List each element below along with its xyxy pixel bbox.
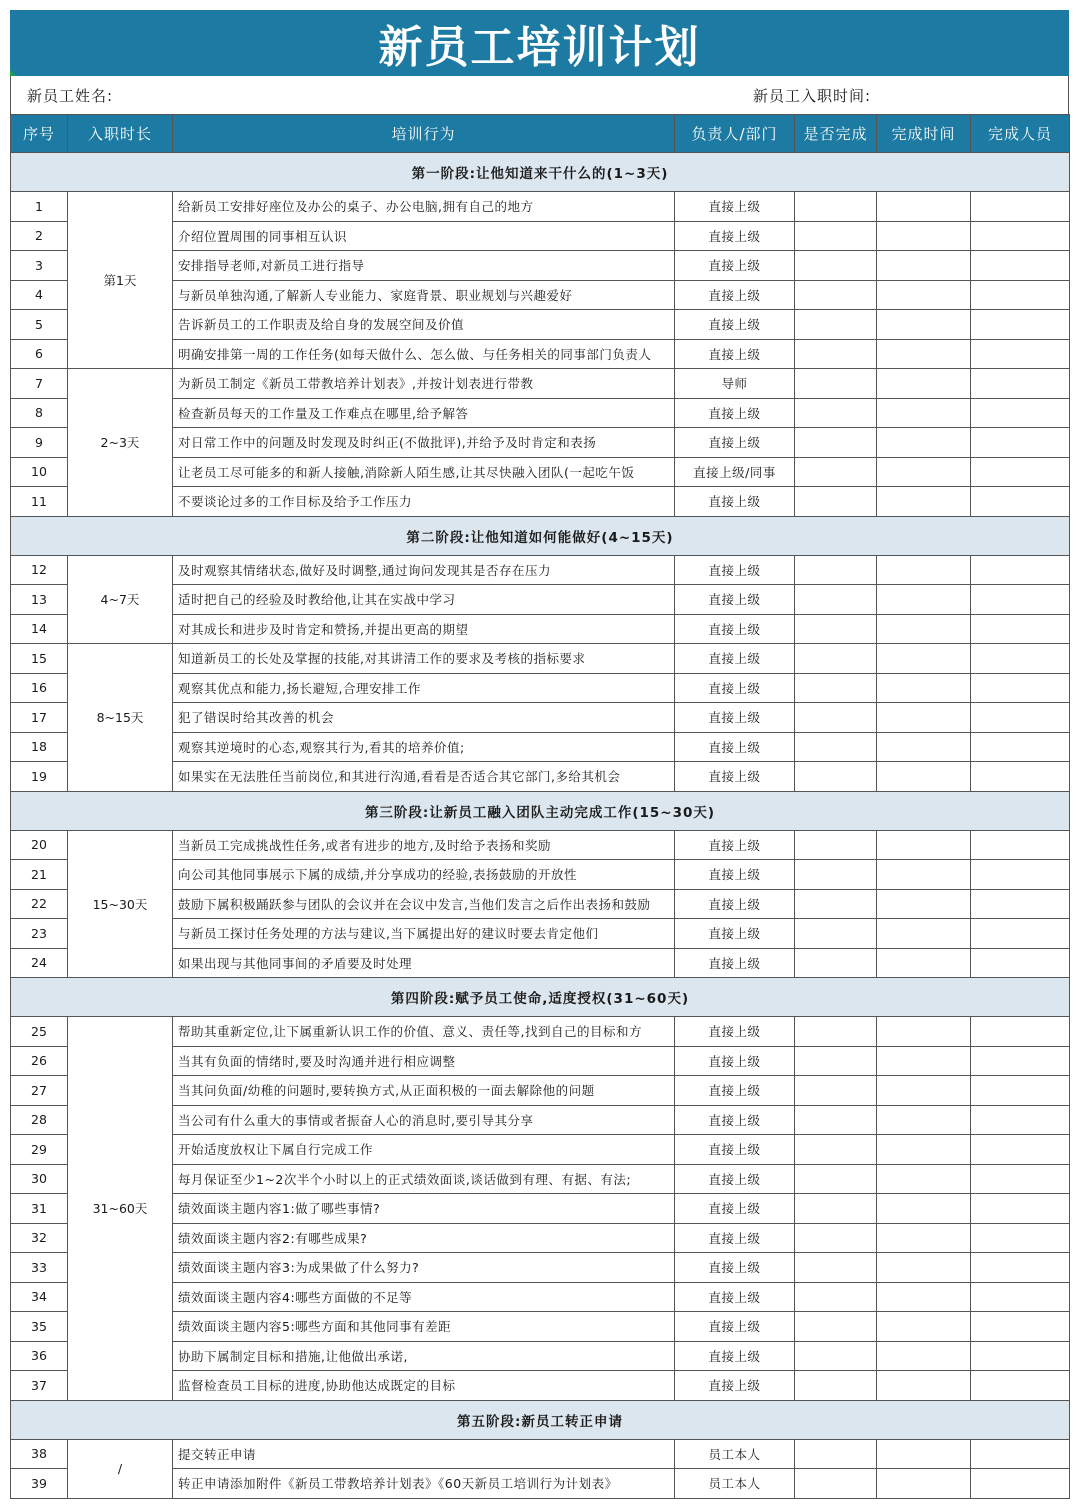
training-action: 绩效面谈主题内容1:做了哪些事情? xyxy=(173,1194,675,1224)
completed-by-cell[interactable] xyxy=(971,1194,1070,1224)
stage-title: 第五阶段:新员工转正申请 xyxy=(11,1400,1070,1439)
owner-cell: 直接上级 xyxy=(675,919,795,949)
training-action: 对其成长和进步及时肯定和赞扬,并提出更高的期望 xyxy=(173,614,675,644)
completed-by-cell[interactable] xyxy=(971,703,1070,733)
row-number: 30 xyxy=(11,1164,68,1194)
completion-time-cell[interactable] xyxy=(877,280,971,310)
row-number: 21 xyxy=(11,860,68,890)
completion-time-cell[interactable] xyxy=(877,339,971,369)
training-action: 当其有负面的情绪时,要及时沟通并进行相应调整 xyxy=(173,1046,675,1076)
training-action: 让老员工尽可能多的和新人接触,消除新人陌生感,让其尽快融入团队(一起吃午饭 xyxy=(173,457,675,487)
row-number: 4 xyxy=(11,280,68,310)
table-row xyxy=(11,192,1070,222)
training-action: 提交转正申请 xyxy=(173,1439,675,1469)
owner-cell: 直接上级 xyxy=(675,1194,795,1224)
completed-by-cell[interactable] xyxy=(971,919,1070,949)
owner-cell: 直接上级 xyxy=(675,1371,795,1401)
completed-cell[interactable] xyxy=(795,673,877,703)
row-number: 12 xyxy=(11,555,68,585)
owner-cell: 员工本人 xyxy=(675,1469,795,1499)
completion-time-cell[interactable] xyxy=(877,1312,971,1342)
completed-by-cell[interactable] xyxy=(971,830,1070,860)
completion-time-cell[interactable] xyxy=(877,428,971,458)
column-header-owner: 负责人/部门 xyxy=(675,115,795,153)
completed-by-cell[interactable] xyxy=(971,673,1070,703)
completed-cell[interactable] xyxy=(795,1282,877,1312)
completion-time-cell[interactable] xyxy=(877,1135,971,1165)
training-action: 绩效面谈主题内容5:哪些方面和其他同事有差距 xyxy=(173,1312,675,1342)
owner-cell: 直接上级 xyxy=(675,487,795,517)
completion-time-cell[interactable] xyxy=(877,1341,971,1371)
completion-time-cell[interactable] xyxy=(877,369,971,399)
completed-cell[interactable] xyxy=(795,1017,877,1047)
owner-cell: 直接上级 xyxy=(675,428,795,458)
row-number: 6 xyxy=(11,339,68,369)
completion-time-cell[interactable] xyxy=(877,889,971,919)
owner-cell: 直接上级 xyxy=(675,398,795,428)
completed-cell[interactable] xyxy=(795,703,877,733)
row-number: 14 xyxy=(11,614,68,644)
row-number: 34 xyxy=(11,1282,68,1312)
completion-time-cell[interactable] xyxy=(877,1076,971,1106)
completed-cell[interactable] xyxy=(795,830,877,860)
stage-title: 第一阶段:让他知道来干什么的(1~3天) xyxy=(11,153,1070,192)
row-number: 15 xyxy=(11,644,68,674)
row-number: 16 xyxy=(11,673,68,703)
completion-time-cell[interactable] xyxy=(877,732,971,762)
training-action: 犯了错误时给其改善的机会 xyxy=(173,703,675,733)
completed-cell[interactable] xyxy=(795,457,877,487)
owner-cell: 直接上级 xyxy=(675,1223,795,1253)
stage-title: 第四阶段:赋予员工使命,适度授权(31~60天) xyxy=(11,978,1070,1017)
completion-time-cell[interactable] xyxy=(877,1439,971,1469)
column-header-completed-by: 完成人员 xyxy=(971,115,1070,153)
training-action: 给新员工安排好座位及办公的桌子、办公电脑,拥有自己的地方 xyxy=(173,192,675,222)
completed-by-cell[interactable] xyxy=(971,192,1070,222)
completion-time-cell[interactable] xyxy=(877,310,971,340)
training-action: 绩效面谈主题内容4:哪些方面做的不足等 xyxy=(173,1282,675,1312)
completed-cell[interactable] xyxy=(795,860,877,890)
completed-cell[interactable] xyxy=(795,1439,877,1469)
row-number: 17 xyxy=(11,703,68,733)
completed-cell[interactable] xyxy=(795,1371,877,1401)
completed-cell[interactable] xyxy=(795,732,877,762)
table-row xyxy=(11,1439,1070,1469)
owner-cell: 直接上级 xyxy=(675,1341,795,1371)
owner-cell: 直接上级 xyxy=(675,860,795,890)
owner-cell: 直接上级 xyxy=(675,948,795,978)
completed-cell[interactable] xyxy=(795,762,877,792)
completion-time-cell[interactable] xyxy=(877,1253,971,1283)
training-action: 与新员工探讨任务处理的方法与建议,当下属提出好的建议时要去肯定他们 xyxy=(173,919,675,949)
training-action: 不要谈论过多的工作目标及给予工作压力 xyxy=(173,487,675,517)
completion-time-cell[interactable] xyxy=(877,673,971,703)
table-row xyxy=(11,369,1070,399)
duration-cell: 2~3天 xyxy=(68,369,173,517)
row-number: 29 xyxy=(11,1135,68,1165)
completed-cell[interactable] xyxy=(795,1194,877,1224)
completed-cell[interactable] xyxy=(795,428,877,458)
completed-cell[interactable] xyxy=(795,192,877,222)
employee-name-label[interactable]: 新员工姓名: xyxy=(27,86,114,105)
duration-cell: 8~15天 xyxy=(68,644,173,792)
row-number: 39 xyxy=(11,1469,68,1499)
owner-cell: 直接上级 xyxy=(675,310,795,340)
column-header-completion-time: 完成时间 xyxy=(877,115,971,153)
row-number: 1 xyxy=(11,192,68,222)
row-number: 28 xyxy=(11,1105,68,1135)
training-action: 开始适度放权让下属自行完成工作 xyxy=(173,1135,675,1165)
owner-cell: 员工本人 xyxy=(675,1439,795,1469)
row-number: 32 xyxy=(11,1223,68,1253)
completion-time-cell[interactable] xyxy=(877,221,971,251)
training-action: 监督检查员工目标的进度,协助他达成既定的目标 xyxy=(173,1371,675,1401)
training-action: 介绍位置周围的同事相互认识 xyxy=(173,221,675,251)
column-header-index: 序号 xyxy=(11,115,68,153)
completed-cell[interactable] xyxy=(795,644,877,674)
training-action: 检查新员每天的工作量及工作难点在哪里,给予解答 xyxy=(173,398,675,428)
completion-time-cell[interactable] xyxy=(877,830,971,860)
completed-by-cell[interactable] xyxy=(971,1341,1070,1371)
training-action: 当新员工完成挑战性任务,或者有进步的地方,及时给予表扬和奖励 xyxy=(173,830,675,860)
completion-time-cell[interactable] xyxy=(877,192,971,222)
completed-cell[interactable] xyxy=(795,1046,877,1076)
completed-by-cell[interactable] xyxy=(971,762,1070,792)
duration-cell: / xyxy=(68,1439,173,1498)
training-action: 与新员单独沟通,了解新人专业能力、家庭背景、职业规划与兴趣爱好 xyxy=(173,280,675,310)
completed-cell[interactable] xyxy=(795,487,877,517)
row-number: 24 xyxy=(11,948,68,978)
row-number: 19 xyxy=(11,762,68,792)
column-header-completed: 是否完成 xyxy=(795,115,877,153)
training-action: 帮助其重新定位,让下属重新认识工作的价值、意义、责任等,找到自己的目标和方 xyxy=(173,1017,675,1047)
row-number: 33 xyxy=(11,1253,68,1283)
completion-time-cell[interactable] xyxy=(877,585,971,615)
completed-cell[interactable] xyxy=(795,1253,877,1283)
completed-by-cell[interactable] xyxy=(971,487,1070,517)
completed-cell[interactable] xyxy=(795,614,877,644)
training-action: 向公司其他同事展示下属的成绩,并分享成功的经验,表扬鼓励的开放性 xyxy=(173,860,675,890)
row-number: 5 xyxy=(11,310,68,340)
completed-by-cell[interactable] xyxy=(971,1046,1070,1076)
owner-cell: 直接上级 xyxy=(675,1312,795,1342)
completion-time-cell[interactable] xyxy=(877,948,971,978)
completion-time-cell[interactable] xyxy=(877,487,971,517)
training-action: 对日常工作中的问题及时发现及时纠正(不做批评),并给予及时肯定和表扬 xyxy=(173,428,675,458)
completed-by-cell[interactable] xyxy=(971,1076,1070,1106)
completed-by-cell[interactable] xyxy=(971,369,1070,399)
completion-time-cell[interactable] xyxy=(877,1164,971,1194)
row-number: 2 xyxy=(11,221,68,251)
completion-time-cell[interactable] xyxy=(877,1194,971,1224)
table-row xyxy=(11,1017,1070,1047)
completed-cell[interactable] xyxy=(795,948,877,978)
completion-time-cell[interactable] xyxy=(877,1046,971,1076)
completed-by-cell[interactable] xyxy=(971,585,1070,615)
completed-by-cell[interactable] xyxy=(971,1312,1070,1342)
row-number: 23 xyxy=(11,919,68,949)
completed-cell[interactable] xyxy=(795,339,877,369)
completed-cell[interactable] xyxy=(795,1135,877,1165)
column-header-action: 培训行为 xyxy=(173,115,675,153)
completed-cell[interactable] xyxy=(795,1164,877,1194)
completion-time-cell[interactable] xyxy=(877,644,971,674)
owner-cell: 直接上级/同事 xyxy=(675,457,795,487)
duration-cell: 15~30天 xyxy=(68,830,173,978)
training-action: 为新员工制定《新员工带教培养计划表》,并按计划表进行带教 xyxy=(173,369,675,399)
completed-by-cell[interactable] xyxy=(971,1253,1070,1283)
owner-cell: 直接上级 xyxy=(675,1076,795,1106)
completed-cell[interactable] xyxy=(795,1312,877,1342)
training-action: 如果实在无法胜任当前岗位,和其进行沟通,看看是否适合其它部门,多给其机会 xyxy=(173,762,675,792)
completed-cell[interactable] xyxy=(795,555,877,585)
completed-cell[interactable] xyxy=(795,1469,877,1499)
completed-cell[interactable] xyxy=(795,1105,877,1135)
completed-by-cell[interactable] xyxy=(971,1164,1070,1194)
completion-time-cell[interactable] xyxy=(877,1469,971,1499)
row-number: 20 xyxy=(11,830,68,860)
training-action: 协助下属制定目标和措施,让他做出承诺, xyxy=(173,1341,675,1371)
cell-marker-icon xyxy=(10,70,16,76)
header-row xyxy=(11,115,1070,153)
completed-by-cell[interactable] xyxy=(971,555,1070,585)
owner-cell: 直接上级 xyxy=(675,1135,795,1165)
completed-by-cell[interactable] xyxy=(971,1469,1070,1499)
table-row xyxy=(11,830,1070,860)
completed-by-cell[interactable] xyxy=(971,1371,1070,1401)
owner-cell: 直接上级 xyxy=(675,1164,795,1194)
completed-by-cell[interactable] xyxy=(971,1223,1070,1253)
completed-cell[interactable] xyxy=(795,221,877,251)
completion-time-cell[interactable] xyxy=(877,398,971,428)
completed-cell[interactable] xyxy=(795,889,877,919)
owner-cell: 直接上级 xyxy=(675,555,795,585)
completed-by-cell[interactable] xyxy=(971,398,1070,428)
completion-time-cell[interactable] xyxy=(877,1371,971,1401)
employee-start-date-label[interactable]: 新员工入职时间: xyxy=(753,86,872,105)
completed-cell[interactable] xyxy=(795,369,877,399)
completion-time-cell[interactable] xyxy=(877,457,971,487)
completed-cell[interactable] xyxy=(795,919,877,949)
stage-row xyxy=(11,516,1070,555)
stage-row xyxy=(11,1400,1070,1439)
stage-title: 第三阶段:让新员工融入团队主动完成工作(15~30天) xyxy=(11,791,1070,830)
completed-cell[interactable] xyxy=(795,310,877,340)
duration-cell: 4~7天 xyxy=(68,555,173,644)
completed-cell[interactable] xyxy=(795,280,877,310)
owner-cell: 直接上级 xyxy=(675,762,795,792)
completed-by-cell[interactable] xyxy=(971,457,1070,487)
owner-cell: 直接上级 xyxy=(675,889,795,919)
page-title: 新员工培训计划 xyxy=(378,22,701,73)
completed-by-cell[interactable] xyxy=(971,280,1070,310)
owner-cell: 导师 xyxy=(675,369,795,399)
completed-by-cell[interactable] xyxy=(971,1439,1070,1469)
completed-cell[interactable] xyxy=(795,1076,877,1106)
row-number: 18 xyxy=(11,732,68,762)
stage-row xyxy=(11,153,1070,192)
owner-cell: 直接上级 xyxy=(675,221,795,251)
row-number: 9 xyxy=(11,428,68,458)
training-action: 观察其逆境时的心态,观察其行为,看其的培养价值; xyxy=(173,732,675,762)
completed-by-cell[interactable] xyxy=(971,732,1070,762)
row-number: 11 xyxy=(11,487,68,517)
training-action: 及时观察其情绪状态,做好及时调整,通过询问发现其是否存在压力 xyxy=(173,555,675,585)
training-plan-sheet xyxy=(10,10,1069,1499)
training-action: 当公司有什么重大的事情或者振奋人心的消息时,要引导其分享 xyxy=(173,1105,675,1135)
row-number: 36 xyxy=(11,1341,68,1371)
row-number: 35 xyxy=(11,1312,68,1342)
column-header-duration: 入职时长 xyxy=(68,115,173,153)
row-number: 8 xyxy=(11,398,68,428)
training-action: 每月保证至少1~2次半个小时以上的正式绩效面谈,谈话做到有理、有据、有法; xyxy=(173,1164,675,1194)
table-row xyxy=(11,644,1070,674)
training-action: 明确安排第一周的工作任务(如每天做什么、怎么做、与任务相关的同事部门负责人 xyxy=(173,339,675,369)
owner-cell: 直接上级 xyxy=(675,1282,795,1312)
owner-cell: 直接上级 xyxy=(675,1046,795,1076)
completed-cell[interactable] xyxy=(795,585,877,615)
completed-by-cell[interactable] xyxy=(971,644,1070,674)
completion-time-cell[interactable] xyxy=(877,1105,971,1135)
completion-time-cell[interactable] xyxy=(877,762,971,792)
completed-cell[interactable] xyxy=(795,1341,877,1371)
completion-time-cell[interactable] xyxy=(877,703,971,733)
completion-time-cell[interactable] xyxy=(877,1017,971,1047)
row-number: 38 xyxy=(11,1439,68,1469)
completed-by-cell[interactable] xyxy=(971,251,1070,281)
owner-cell: 直接上级 xyxy=(675,585,795,615)
owner-cell: 直接上级 xyxy=(675,673,795,703)
completed-cell[interactable] xyxy=(795,251,877,281)
stage-row xyxy=(11,791,1070,830)
training-action: 适时把自己的经验及时教给他,让其在实战中学习 xyxy=(173,585,675,615)
training-action: 告诉新员工的工作职责及给自身的发展空间及价值 xyxy=(173,310,675,340)
row-number: 37 xyxy=(11,1371,68,1401)
table-row xyxy=(11,555,1070,585)
row-number: 22 xyxy=(11,889,68,919)
completed-by-cell[interactable] xyxy=(971,1282,1070,1312)
owner-cell: 直接上级 xyxy=(675,251,795,281)
owner-cell: 直接上级 xyxy=(675,614,795,644)
owner-cell: 直接上级 xyxy=(675,1017,795,1047)
completion-time-cell[interactable] xyxy=(877,860,971,890)
row-number: 25 xyxy=(11,1017,68,1047)
completion-time-cell[interactable] xyxy=(877,1282,971,1312)
stage-title: 第二阶段:让他知道如何能做好(4~15天) xyxy=(11,516,1070,555)
employee-info-row xyxy=(10,76,1069,114)
owner-cell: 直接上级 xyxy=(675,280,795,310)
completed-by-cell[interactable] xyxy=(971,1105,1070,1135)
training-action: 安排指导老师,对新员工进行指导 xyxy=(173,251,675,281)
training-action: 绩效面谈主题内容3:为成果做了什么努力? xyxy=(173,1253,675,1283)
training-action: 如果出现与其他同事间的矛盾要及时处理 xyxy=(173,948,675,978)
row-number: 10 xyxy=(11,457,68,487)
training-action: 观察其优点和能力,扬长避短,合理安排工作 xyxy=(173,673,675,703)
duration-cell: 第1天 xyxy=(68,192,173,369)
stage-row xyxy=(11,978,1070,1017)
owner-cell: 直接上级 xyxy=(675,703,795,733)
row-number: 31 xyxy=(11,1194,68,1224)
training-action: 鼓励下属积极踊跃参与团队的会议并在会议中发言,当他们发言之后作出表扬和鼓励 xyxy=(173,889,675,919)
owner-cell: 直接上级 xyxy=(675,830,795,860)
completed-by-cell[interactable] xyxy=(971,948,1070,978)
completed-by-cell[interactable] xyxy=(971,860,1070,890)
row-number: 7 xyxy=(11,369,68,399)
row-number: 27 xyxy=(11,1076,68,1106)
title-bar xyxy=(10,10,1069,76)
completed-cell[interactable] xyxy=(795,1223,877,1253)
training-action: 当其问负面/幼稚的问题时,要转换方式,从正面积极的一面去解除他的问题 xyxy=(173,1076,675,1106)
completed-by-cell[interactable] xyxy=(971,1135,1070,1165)
training-table xyxy=(10,114,1070,1499)
owner-cell: 直接上级 xyxy=(675,732,795,762)
owner-cell: 直接上级 xyxy=(675,1253,795,1283)
row-number: 3 xyxy=(11,251,68,281)
training-action: 绩效面谈主题内容2:有哪些成果? xyxy=(173,1223,675,1253)
completion-time-cell[interactable] xyxy=(877,919,971,949)
duration-cell: 31~60天 xyxy=(68,1017,173,1401)
training-action: 知道新员工的长处及掌握的技能,对其讲清工作的要求及考核的指标要求 xyxy=(173,644,675,674)
completion-time-cell[interactable] xyxy=(877,614,971,644)
owner-cell: 直接上级 xyxy=(675,339,795,369)
completed-cell[interactable] xyxy=(795,398,877,428)
training-action: 转正申请添加附件《新员工带教培养计划表》《60天新员工培训行为计划表》 xyxy=(173,1469,675,1499)
completed-by-cell[interactable] xyxy=(971,339,1070,369)
completion-time-cell[interactable] xyxy=(877,1223,971,1253)
row-number: 26 xyxy=(11,1046,68,1076)
owner-cell: 直接上级 xyxy=(675,644,795,674)
owner-cell: 直接上级 xyxy=(675,1105,795,1135)
row-number: 13 xyxy=(11,585,68,615)
completion-time-cell[interactable] xyxy=(877,251,971,281)
completed-by-cell[interactable] xyxy=(971,221,1070,251)
completed-by-cell[interactable] xyxy=(971,889,1070,919)
completed-by-cell[interactable] xyxy=(971,310,1070,340)
completed-by-cell[interactable] xyxy=(971,428,1070,458)
completed-by-cell[interactable] xyxy=(971,1017,1070,1047)
owner-cell: 直接上级 xyxy=(675,192,795,222)
completed-by-cell[interactable] xyxy=(971,614,1070,644)
completion-time-cell[interactable] xyxy=(877,555,971,585)
